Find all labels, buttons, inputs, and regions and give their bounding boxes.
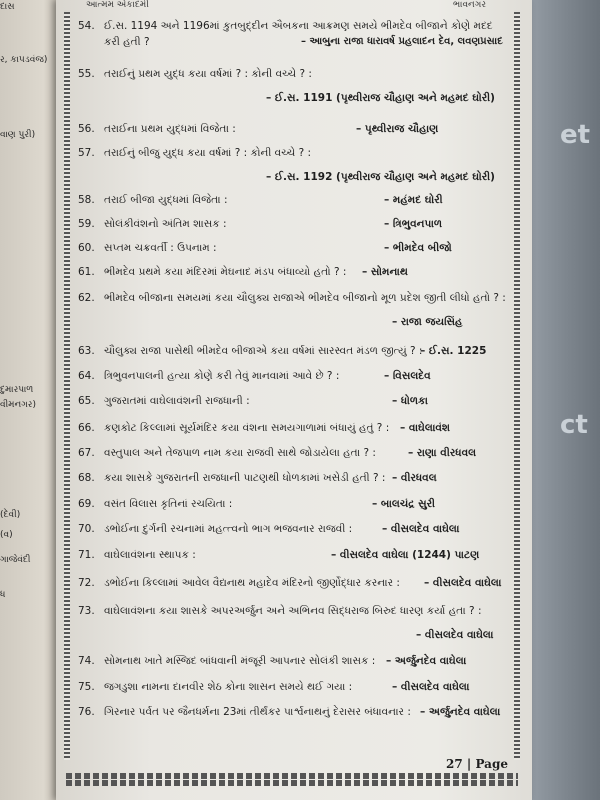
left-page-text: વીમનગર) [0,400,36,410]
left-page-text: વાણ પુરી) [0,130,36,140]
qa-list [56,0,532,800]
list-item [56,292,532,332]
question-number: 55. [78,68,95,80]
left-page-text: (દેવી) [0,510,21,520]
question-text: સોમનાથ ખાતે મસ્જિદ બાંધવાની મંજૂરી આપનાર સોલંકી શાસક : [104,655,376,667]
question-text: સપ્તમ ચક્રવર્તી : ઉપનામ : [104,242,217,254]
question-text: તરાઈના પ્રથમ યુદ્ધમાં વિજેતા : [104,123,236,135]
question-text: ચૌલુક્ય રાજા પાસેથી ભીમદેવ બીજાએ કયા વર્ષમાં સારસ્વત મંડળ જીત્યું ? : [104,345,423,357]
list-item [56,20,532,60]
answer-text: – વીરધવલ [392,472,437,484]
question-number: 59. [78,218,95,230]
question-text: તરાઈનું પ્રથમ યુદ્ધ કયા વર્ષમાં ? : કોની વચ્ચે ? : [104,68,312,80]
left-page-text: ગાજેવંદી [0,555,31,565]
question-text: ભીમદેવ બીજાના સમયમાં કયા ચૌલુક્ય રાજાએ ભીમદેવ બીજાનો મૂળ પ્રદેશ જીતી લીધો હતો ? : [104,292,506,304]
list-item [56,706,532,746]
question-text: ડભોઈના દુર્ગની રચનામાં મહત્ત્વનો ભાગ ભજવનાર રાજવી : [104,523,353,535]
answer-text: – વીસલદેવ વાઘેલા [382,523,460,535]
question-number: 68. [78,472,95,484]
question-text: ગુજરાતમાં વાઘેલાવંશની રાજધાની : [104,395,250,407]
background-text: ct [560,410,588,440]
question-number: 65. [78,395,95,407]
question-text: તરાઈ બીજા યુદ્ધમાં વિજેતા : [104,194,228,206]
question-text: ભીમદેવ પ્રથમે કયા મંદિરમાં મેઘનાદ મંડપ બંધાવ્યો હતો ? : [104,266,347,278]
list-item [56,68,532,108]
list-item [56,605,532,645]
question-text: ત્રિભુવનપાલની હત્યા કોણે કરી તેવું માનવામાં આવે છે ? : [104,370,340,382]
answer-text: – અર્જુનદેવ વાઘેલા [420,706,501,718]
question-number: 60. [78,242,95,254]
page-number: 27 | Page [446,757,508,771]
answer-text: – વીસલદેવ વાઘેલા [424,577,502,589]
page-label: Page [475,757,508,771]
answer-text: – બાલચંદ્ર સુરી [372,498,436,510]
background-text: et [560,120,591,150]
list-item [56,147,532,187]
left-page-edge [0,0,62,800]
question-number: 74. [78,655,95,667]
question-number: 76. [78,706,95,718]
question-text: વસ્તુપાલ અને તેજપાળ નામ કયા રાજવી સાથે જોડાયેલા હતા ? : [104,447,376,459]
answer-text: – વીસલદેવ વાઘેલા (1244) પાટણ [331,549,480,561]
answer-text: – આબુના રાજા ધારાવર્ષ પ્રહલાદન દેવ, લવણપ્રસાદ [301,36,503,47]
question-text: તરાઈનું બીજુ યુદ્ધ કયા વર્ષમાં ? : કોની વચ્ચે ? : [104,147,312,159]
question-text: કણકોટ કિલ્લામાં સૂર્યમંદિર કયા વંશના સમયગાળામાં બંધાયું હતું ? : [104,422,390,434]
answer-text: – વાઘેલાવંશ [400,422,451,434]
background-board [520,0,600,800]
book-page [56,0,532,800]
answer-text: – ધોળકા [392,395,429,407]
question-number: 61. [78,266,95,278]
answer-text: – રાજા જયસિંહ [392,316,463,328]
answer-text: – રાણા વીરધવલ [408,447,477,459]
question-number: 75. [78,681,95,693]
answer-text: – વિસલદેવ [384,370,431,382]
question-text: સોલંકીવંશનો અંતિમ શાસક : [104,218,227,230]
answer-text: – ભીમદેવ બીજો [384,242,452,254]
question-number: 57. [78,147,95,159]
answer-text: – ઈ.સ. 1225 [420,345,487,357]
left-page-text: ર, કાપડવંજ) [0,55,48,65]
answer-text: – ઈ.સ. 1192 (પૃથ્વીરાજ ચૌહાણ અને મહમદ ઘોરી) [266,171,495,183]
question-number: 73. [78,605,95,617]
answer-text: – સોમનાથ [362,266,408,278]
question-number: 62. [78,292,95,304]
left-page-text: (વ) [0,530,13,540]
header-publisher: આત્મમ એકાદમી [86,0,149,10]
answer-text: – ત્રિભુવનપાળ [384,218,443,230]
left-page-text: ધ [0,590,6,600]
question-text: ગિરનાર પર્વત પર જૈનધર્મના 23માં તીર્થંકર પાર્શ્વનાથનું દેરાસર બંધાવનાર : [104,706,411,718]
answer-text: – મહંમદ ઘોરી [384,194,443,206]
answer-text: – પૃથ્વીરાજ ચૌહાણ [356,123,439,135]
question-number: 64. [78,370,95,382]
question-number: 71. [78,549,95,561]
question-text: વાઘેલાવંશના કયા શાસકે અપરઅર્જુન અને અભિનવ સિદ્ધરાજ બિરુદ ધારણ કર્યા હતા ? : [104,605,482,617]
question-text-continued: કરી હતી ? [104,36,150,48]
question-number: 54. [78,20,95,32]
page-number-value: 27 [446,757,463,771]
answer-text: – ઈ.સ. 1191 (પૃથ્વીરાજ ચૌહાણ અને મહમદ ઘોરી) [266,92,495,104]
question-text: વસંત વિલાસ કૃતિનાં રચયિતા : [104,498,233,510]
question-number: 69. [78,498,95,510]
question-text: વાઘેલાવંશના સ્થાપક : [104,549,196,561]
question-number: 66. [78,422,95,434]
question-number: 67. [78,447,95,459]
question-number: 70. [78,523,95,535]
answer-text: – વીસલદેવ વાઘેલા [392,681,470,693]
question-number: 63. [78,345,95,357]
header-city: ભાવનગર [453,0,486,10]
question-number: 58. [78,194,95,206]
answer-text: – વીસલદેવ વાઘેલા [416,629,494,641]
question-text: કયા શાસકે ગુજરાતની રાજધાની પાટણથી ધોળકામાં ખસેડી હતી ? : [104,472,386,484]
question-text: જગડુશા નામના દાનવીર શેઠ કોના શાસન સમયે થઈ ગયા : [104,681,353,693]
question-number: 72. [78,577,95,589]
left-page-text: દાસ [0,2,15,12]
question-text: ઈ.સ. 1194 અને 1196માં કુતબુદ્દીન ઐબકના આક્રમણ સમયે ભીમદેવ બીજાને કોણે મદદ [104,20,493,32]
question-number: 56. [78,123,95,135]
question-text: ડભોઈના કિલ્લામાં આવેલ વૈદ્યનાથ મહાદેવ મંદિરનો જીર્ણોદ્ધાર કરનાર : [104,577,400,589]
answer-text: – અર્જુનદેવ વાઘેલા [386,655,467,667]
left-page-text: દુમારપાળ [0,385,34,395]
